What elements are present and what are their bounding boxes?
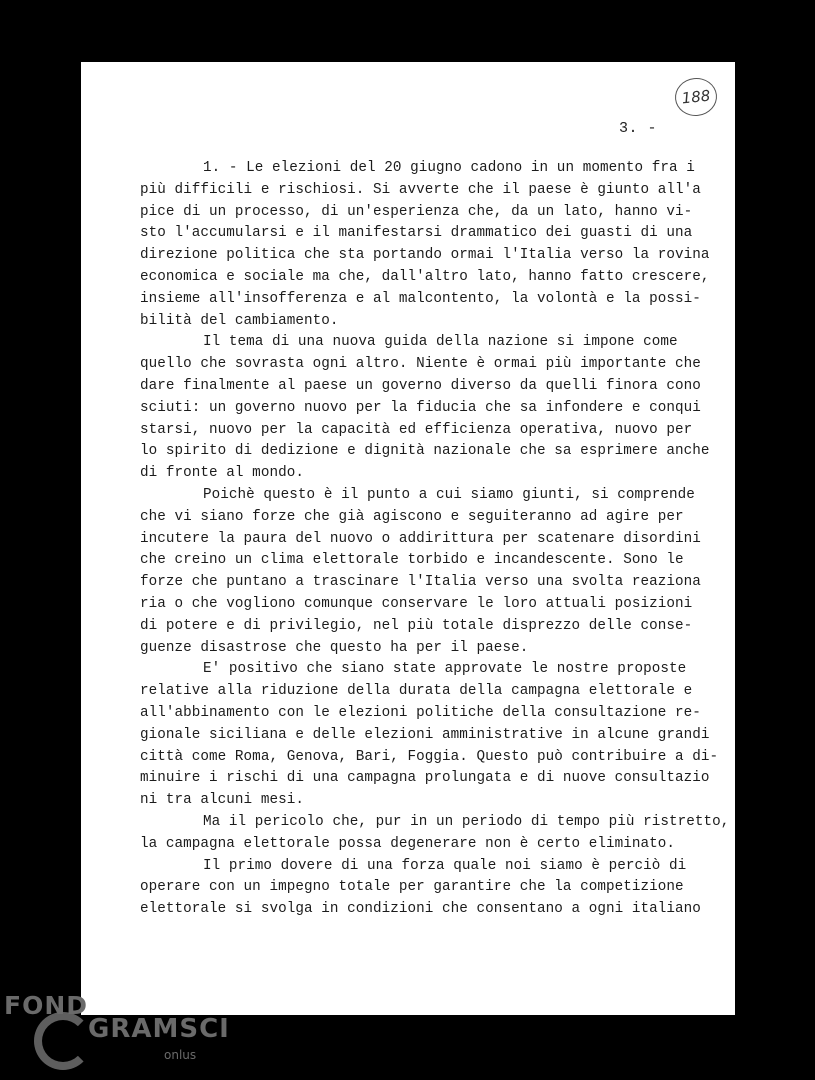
text-line: insieme all'insofferenza e al malcontento, la volontà e la possi- [140,290,701,307]
text-line: direzione politica che sta portando ormai l'Italia verso la rovina [140,247,710,264]
logo-ring-icon [34,1012,92,1070]
text-line: quello che sovrasta ogni altro. Niente è ormai più importante che [140,356,701,373]
paragraph [140,158,710,332]
text-line: di potere e di privilegio, nel più totale disprezzo delle conse- [140,617,693,634]
page-number: 3. - [619,120,658,137]
text-line: all'abbinamento con le elezioni politiche della consultazione re- [140,704,701,721]
text-line: minuire i rischi di una campagna prolungata e di nuove consultazio [140,770,710,787]
logo-onlus-text: onlus [164,1048,197,1062]
text-line: elettorale si svolga in condizioni che consentano a ogni italiano [140,901,701,918]
text-line: economica e sociale ma che, dall'altro lato, hanno fatto crescere, [140,268,710,285]
text-line: più difficili e rischiosi. Si avverte che il paese è giunto all'a [140,181,701,198]
paragraph [140,812,730,856]
text-line: pice di un processo, di un'esperienza che, da un lato, hanno vi- [140,203,693,220]
text-line: ria o che vogliono comunque conservare le loro attuali posizioni [140,595,693,612]
text-line: la campagna elettorale possa degenerare non è certo eliminato. [140,835,676,852]
document-body [140,158,730,921]
logo-gramsci-text: GRAMSCI [88,1014,230,1044]
text-line: Poichè questo è il punto a cui siamo giunti, si comprende [203,486,695,503]
text-line: che creino un clima elettorale torbido e incandescente. Sono le [140,552,684,569]
text-line: città come Roma, Genova, Bari, Foggia. Questo può contribuire a di- [140,748,719,765]
text-line: sto l'accumularsi e il manifestarsi drammatico dei guasti di una [140,225,693,242]
text-line: Il tema di una nuova guida della nazione si impone come [203,334,678,351]
paragraph [140,659,719,812]
text-line: operare con un impegno totale per garantire che la competizione [140,879,684,896]
archive-number-stamp: 188 [673,76,719,118]
text-line: sciuti: un governo nuovo per la fiducia che sa infondere e conqui [140,399,701,416]
text-line: bilità del cambiamento. [140,312,339,329]
text-line: dare finalmente al paese un governo diverso da quelli finora cono [140,377,701,394]
paragraph [140,485,700,659]
text-line: incutere la paura del nuovo o addirittura per scatenare disordini [140,530,701,547]
text-line: lo spirito di dedizione e dignità nazionale che sa esprimere anche [140,443,710,460]
text-line: ni tra alcuni mesi. [140,792,304,809]
document-page [81,62,735,1015]
text-line: 1. - Le elezioni del 20 giugno cadono in un momento fra i [203,160,695,176]
paragraph [140,856,700,921]
text-line: gionale siciliana e delle elezioni amministrative in alcune grandi [140,726,710,743]
text-line: guenze disastrose che questo ha per il paese. [140,639,529,656]
text-line: di fronte al mondo. [140,465,304,482]
fondazione-gramsci-watermark [0,990,230,1080]
text-line: E' positivo che siano state approvate le nostre proposte [203,661,687,678]
logo-fond-text: FOND [4,991,89,1020]
paragraph [140,332,710,485]
text-line: forze che puntano a trascinare l'Italia verso una svolta reaziona [140,574,701,591]
text-line: che vi siano forze che già agiscono e seguiteranno ad agire per [140,508,684,525]
text-line: starsi, nuovo per la capacità ed efficienza operativa, nuovo per [140,421,693,438]
text-line: Ma il pericolo che, pur in un periodo di tempo più ristretto, [203,813,730,830]
text-line: Il primo dovere di una forza quale noi siamo è perciò di [203,857,687,874]
text-line: relative alla riduzione della durata della campagna elettorale e [140,683,693,700]
